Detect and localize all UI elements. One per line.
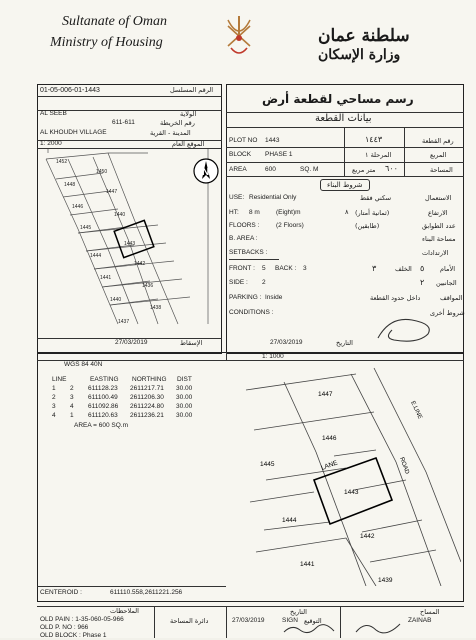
plan-scale: 1: 1000 [262, 353, 284, 360]
old-block: OLD BLOCK : Phase 1 [40, 632, 107, 639]
survey-dept-ar: دائرة المساحة [170, 617, 209, 625]
plan-drawing [226, 362, 461, 586]
header-english-line2: Ministry of Housing [50, 35, 163, 50]
coord-from: 3 [52, 403, 56, 410]
map-label: 1438 [150, 305, 162, 311]
coord-to: 3 [70, 394, 74, 401]
setbacks-label-ar: الارتدادات [422, 249, 449, 257]
village: AL KHOUDH VILLAGE [40, 129, 107, 136]
signature-stamp [370, 312, 440, 346]
height-ar: ٨ [345, 209, 349, 216]
height-label-ar: الارتفاع [428, 209, 448, 217]
header-english-line1: Sultanate of Oman [62, 14, 167, 29]
village-label-ar: المدينة - القرية [150, 129, 191, 137]
datum: WGS 84 40N [64, 361, 103, 368]
coord-to: 2 [70, 385, 74, 392]
plot-no-ar: ١٤٤٣ [365, 135, 383, 144]
location-label-ar: الموقع العام [172, 140, 205, 148]
coord-to: 1 [70, 412, 74, 419]
north-letter: N [202, 167, 210, 178]
coord-easting: 611120.63 [88, 412, 118, 419]
area-ar: ٦٠٠ [385, 164, 398, 173]
coord-dist: 30.00 [176, 394, 193, 401]
area-line: AREA = 600 SQ.m [74, 422, 129, 429]
serial-label-ar: الرقم المسلسل [170, 86, 214, 94]
old-pain: OLD PAIN : 1-35-060-05-966 [40, 616, 124, 623]
plot-no-label-ar: رقم القطعة [422, 137, 454, 145]
map-label: 1444 [90, 253, 102, 259]
coord-easting: 611100.49 [88, 394, 118, 401]
use-ar: سكني فقط [360, 194, 392, 202]
plan-plot-label: 1447 [318, 391, 333, 398]
map-number: 611-611 [112, 119, 135, 126]
surveyor-signature [352, 620, 406, 636]
header-arabic-line1: سلطنة عمان [318, 26, 410, 46]
use-value: Residential Only [249, 194, 297, 201]
road-label-road: ROAD [398, 456, 410, 475]
side-value: 2 [262, 279, 266, 286]
front-value: 5 [262, 265, 266, 272]
b-area-label: B. AREA : [229, 235, 258, 242]
parking-label: PARKING : [229, 294, 262, 301]
map-label-ar: رقم الخريطة [160, 119, 195, 127]
floors-ar: (طابقين) [355, 222, 380, 230]
front-label: FRONT : [229, 265, 255, 272]
height-label: HT: [229, 209, 239, 216]
coord-northing: 2611236.21 [130, 412, 164, 419]
parking-value: Inside [265, 294, 283, 301]
plot-no-label: PLOT NO [229, 137, 258, 144]
floors-value: (2 Floors) [276, 222, 304, 229]
map-label: 1437 [118, 319, 130, 325]
area-unit: SQ. M [300, 166, 319, 173]
block-ar: المرحلة ١ [365, 151, 392, 159]
coord-header-northing: NORTHING [132, 376, 167, 383]
floors-label-ar: عدد الطوابق [422, 222, 456, 230]
footer-date: 27/03/2019 [232, 617, 265, 624]
coord-header-dist: DIST [177, 376, 192, 383]
print-label-ar: الإسقاط [180, 339, 203, 347]
block: PHASE 1 [265, 151, 293, 158]
plan-plot-label: 1443 [344, 489, 359, 496]
centeroid-label: CENTEROID : [40, 589, 82, 596]
footer-date-label-ar: التاريخ [290, 608, 307, 616]
map-label: 1445 [80, 225, 92, 231]
height-note-ar: (ثمانية أمتار) [355, 209, 390, 217]
back-ar: ٣ [372, 264, 377, 273]
side-ar: ٢ [420, 278, 425, 287]
area-label: AREA [229, 166, 247, 173]
sign-label: SIGN [282, 617, 298, 624]
block-label-ar: المربع [430, 151, 447, 159]
surveyor-label-ar: المساح [420, 608, 440, 616]
side-label: SIDE : [229, 279, 248, 286]
wilayat: AL SEEB [40, 110, 67, 117]
coord-northing: 2611217.71 [130, 385, 164, 392]
parking-ar: داخل حدود القطعة [370, 294, 421, 302]
serial-number: 01-05-006-01-1443 [40, 87, 100, 94]
parking-label-ar: المواقف [440, 294, 463, 302]
map-label: 1441 [100, 275, 112, 281]
area-label-ar: المساحة [430, 166, 453, 174]
area-unit-ar: متر مربع [352, 166, 376, 174]
plot-date-label-ar: التاريخ [336, 339, 353, 347]
floors-label: FLOORS : [229, 222, 260, 229]
plan-plot-label: 1445 [260, 461, 275, 468]
subtitle-ar: بيانات القطعة [315, 113, 372, 124]
coord-northing: 2611224.80 [130, 403, 164, 410]
b-area-label-ar: مساحة البناء [422, 235, 456, 243]
conditions-label-ar: شروط أخرى [430, 309, 465, 317]
block-label: BLOCK [229, 151, 252, 158]
use-label-ar: الاستعمال [425, 194, 452, 202]
location-date: 27/03/2019 [115, 339, 148, 346]
coord-from: 1 [52, 385, 56, 392]
road-label-eline: E.LINE [409, 400, 423, 421]
coord-to: 4 [70, 403, 74, 410]
back-label: BACK : [275, 265, 297, 272]
map-label: 1446 [72, 204, 84, 210]
coord-header-easting: EASTING [90, 376, 119, 383]
coord-easting: 611092.86 [88, 403, 119, 410]
centeroid-value: 611110.558,2611221.256 [110, 589, 183, 596]
height-note: (Eight)m [276, 209, 301, 216]
plot-no: 1443 [265, 137, 280, 144]
coord-dist: 30.00 [176, 385, 193, 392]
title-ar: رسم مساحي لقطعة أرض [262, 92, 414, 106]
map-label: 1450 [96, 169, 108, 175]
map-label: 1447 [106, 189, 118, 195]
coord-header-line: LINE [52, 376, 67, 383]
coord-northing: 2611206.30 [130, 394, 164, 401]
plan-plot-label: 1444 [282, 517, 297, 524]
conditions-label: CONDITIONS : [229, 309, 274, 316]
area-value: 600 [265, 166, 276, 173]
map-label: 1440 [114, 212, 126, 218]
map-label: 1436 [142, 283, 154, 289]
plot-date: 27/03/2019 [270, 339, 303, 346]
header-arabic-line2: وزارة الإسكان [318, 47, 401, 63]
plan-plot-label: 1441 [300, 561, 315, 568]
notes-label-ar: الملاحظات [110, 607, 139, 615]
plan-plot-label: 1439 [378, 577, 393, 584]
front-label-ar: الأمام [440, 265, 455, 273]
use-label: USE: [229, 194, 245, 201]
height-value: 8 m [249, 209, 260, 216]
coord-dist: 30.00 [176, 412, 193, 419]
oman-emblem-icon [222, 12, 256, 62]
coord-from: 4 [52, 412, 56, 419]
coord-dist: 30.00 [176, 403, 193, 410]
setbacks-label: SETBACKS : [229, 249, 268, 256]
coord-easting: 611128.23 [88, 385, 118, 392]
side-label-ar: الجانبين [436, 279, 457, 287]
map-label: 1440 [110, 297, 122, 303]
plan-plot-label: 1442 [360, 533, 375, 540]
road-label-lane: LANE [320, 459, 339, 472]
back-label-ar: الخلف [395, 265, 412, 273]
conditions-head-ar: شروط البناء [320, 179, 370, 191]
map-label: 1442 [134, 261, 146, 267]
map-label: 1448 [64, 182, 76, 188]
plan-plot-label: 1446 [322, 435, 337, 442]
surveyor-name: ZAINAB [408, 617, 432, 624]
sign-label-ar: التوقيع [304, 617, 322, 625]
back-value: 3 [303, 265, 307, 272]
coord-from: 2 [52, 394, 56, 401]
location-scale: 1: 2000 [40, 140, 62, 147]
location-map [38, 149, 220, 337]
front-ar: ٥ [420, 264, 425, 273]
wilayat-label-ar: الولاية [180, 110, 197, 118]
map-label: 1452 [56, 159, 68, 165]
map-label: 1443 [124, 241, 136, 247]
signature-mark [280, 622, 340, 636]
old-plot-no: OLD P. NO : 966 [40, 624, 89, 631]
